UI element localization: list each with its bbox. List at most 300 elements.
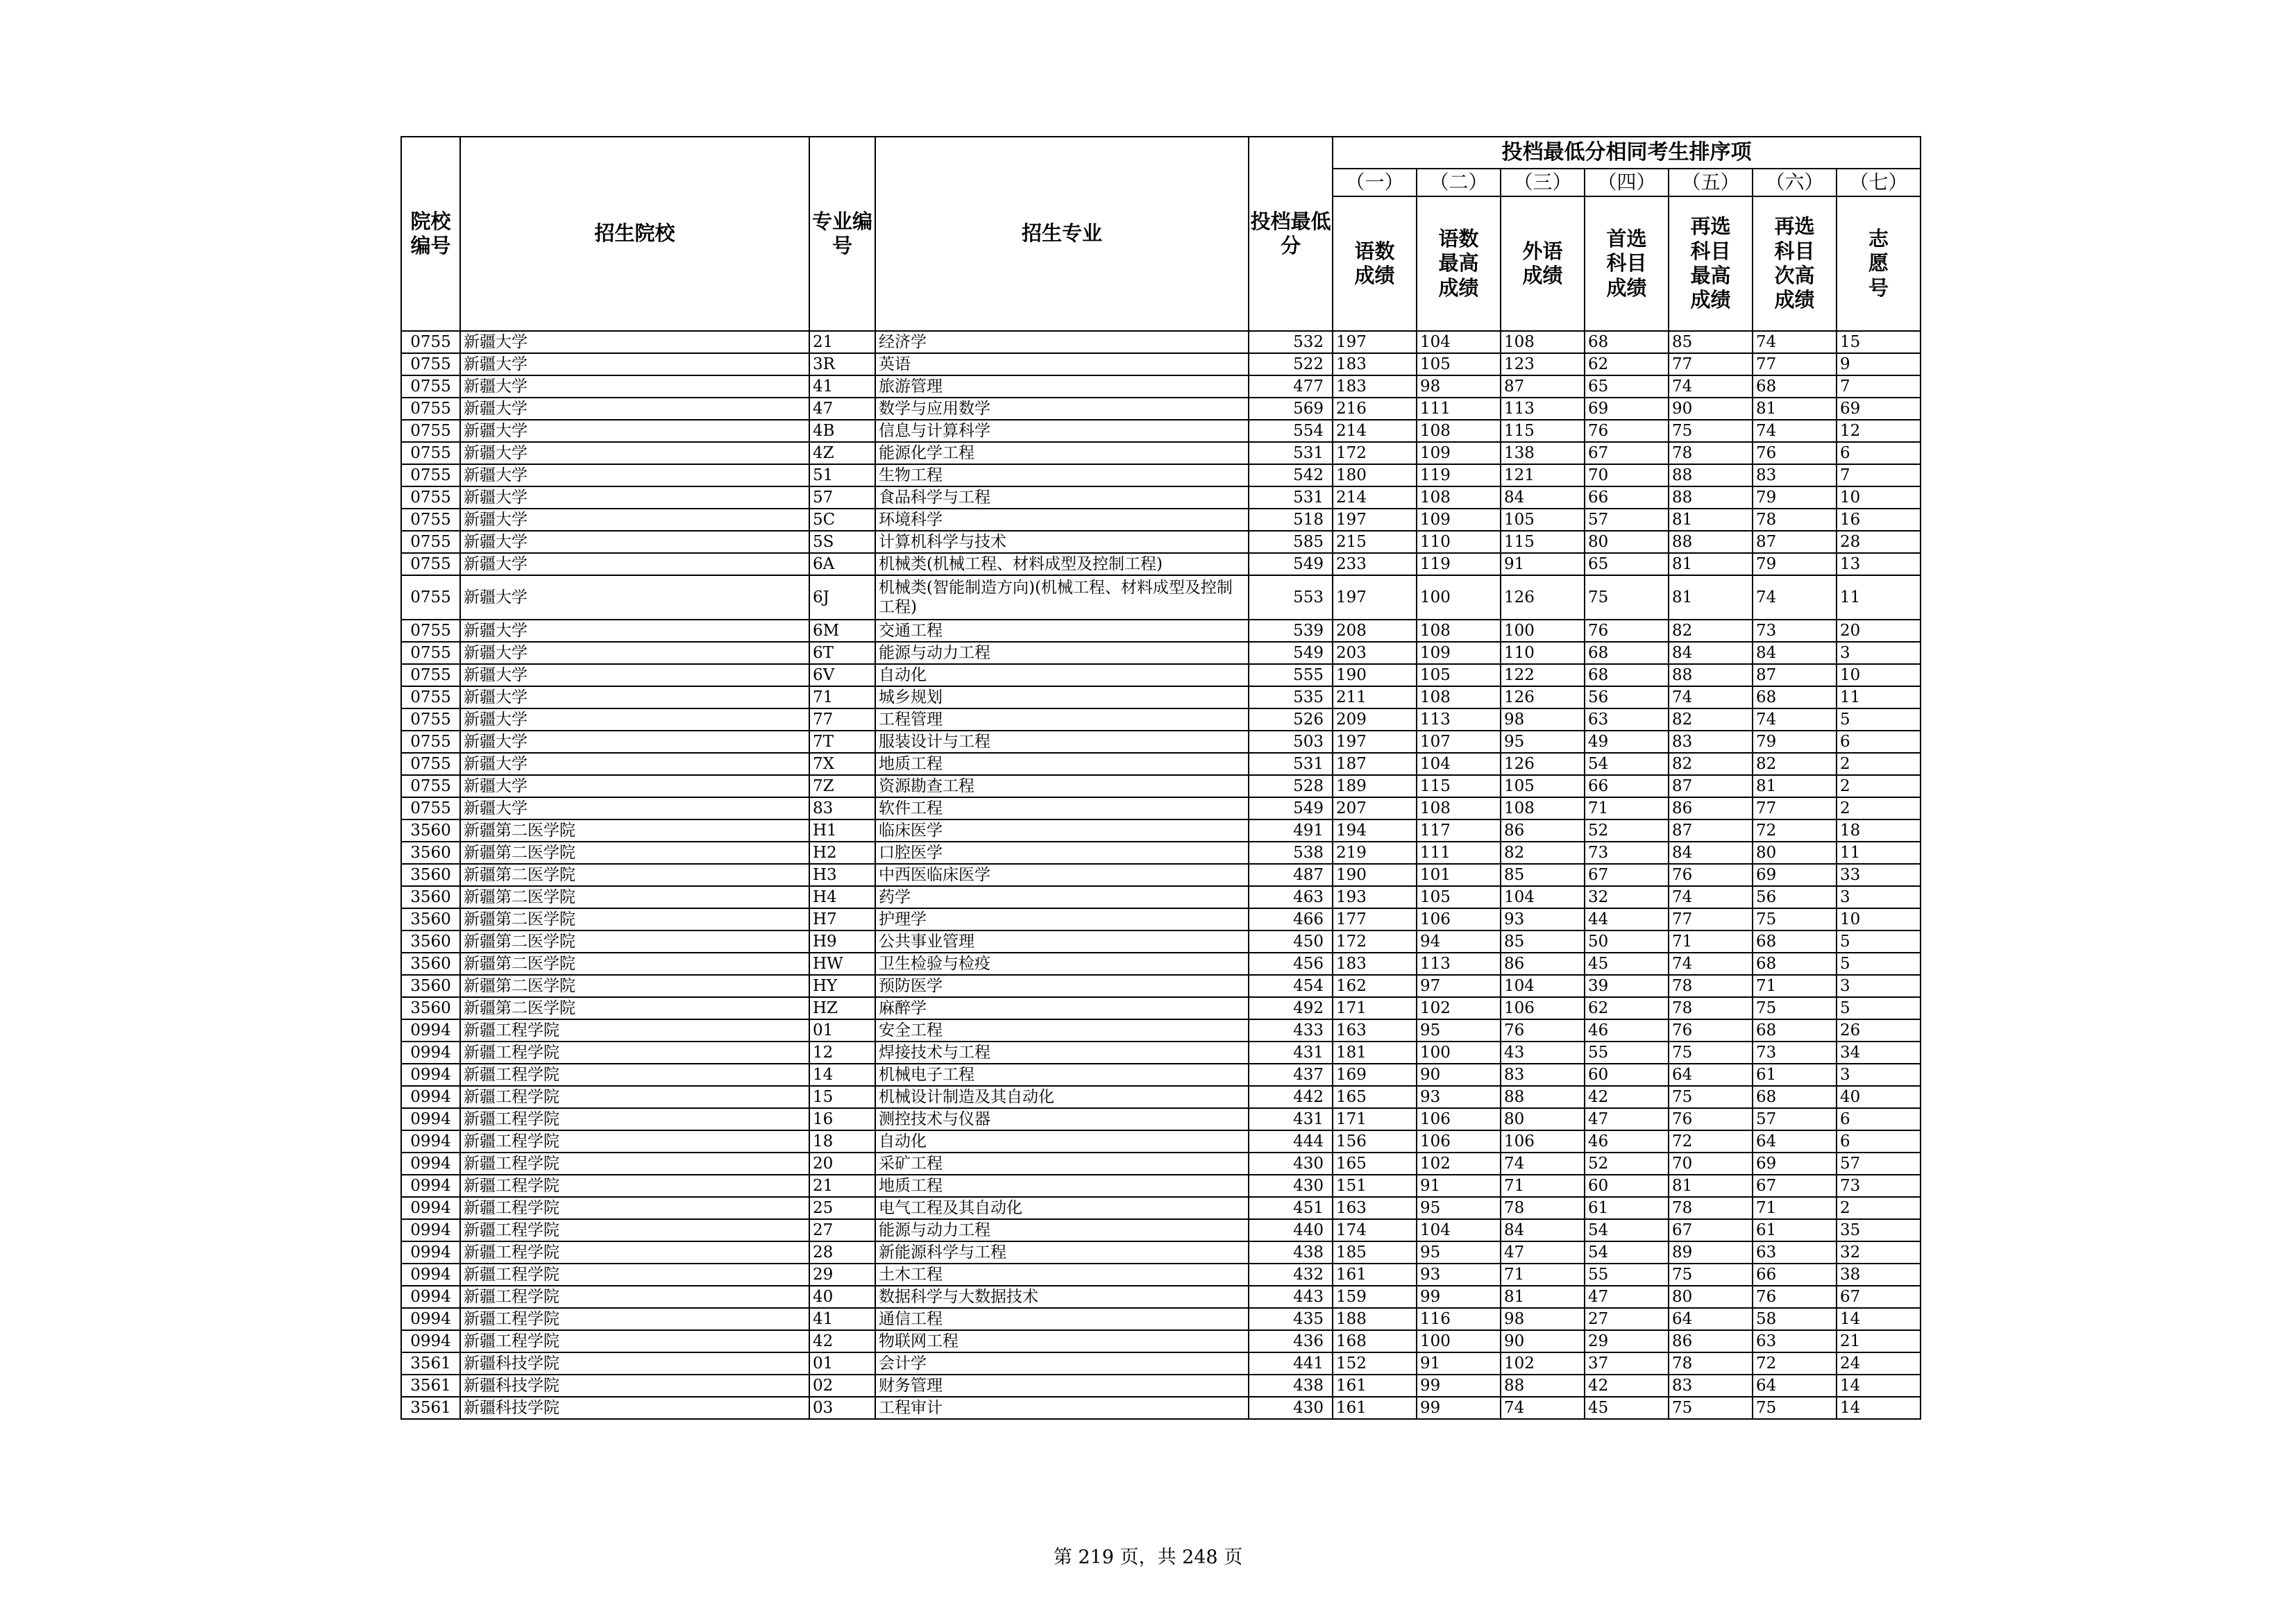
min-score-cell: 492: [1249, 997, 1333, 1019]
sort6-cell: 78: [1753, 509, 1837, 531]
sort2-cell: 109: [1417, 642, 1501, 664]
major-name-cell: 麻醉学: [875, 997, 1249, 1019]
school-code-cell: 0755: [401, 775, 460, 797]
sort2-cell: 95: [1417, 1019, 1501, 1042]
major-code-cell: HZ: [809, 997, 875, 1019]
sort7-cell: 3: [1837, 1064, 1921, 1086]
school-name-cell: 新疆工程学院: [460, 1086, 809, 1108]
sort4-cell: 32: [1585, 886, 1669, 908]
sort4-cell: 70: [1585, 464, 1669, 486]
min-score-cell: 443: [1249, 1286, 1333, 1308]
major-code-cell: H2: [809, 842, 875, 864]
school-name-cell: 新疆大学: [460, 353, 809, 375]
sort6-cell: 75: [1753, 997, 1837, 1019]
table-row: [401, 1330, 1921, 1352]
school-code-cell: 0994: [401, 1264, 460, 1286]
sort-item-header: 再选科目最高成绩: [1669, 196, 1753, 331]
major-code-cell: 16: [809, 1108, 875, 1130]
min-score-cell: 442: [1249, 1086, 1333, 1108]
table-row: [401, 1064, 1921, 1086]
sort2-cell: 104: [1417, 753, 1501, 775]
sort5-cell: 78: [1669, 442, 1753, 464]
sort6-cell: 81: [1753, 398, 1837, 420]
sort5-cell: 72: [1669, 1130, 1753, 1153]
sort3-cell: 106: [1501, 1130, 1585, 1153]
min-score-cell: 431: [1249, 1108, 1333, 1130]
school-code-cell: 0755: [401, 797, 460, 819]
major-name-cell: 安全工程: [875, 1019, 1249, 1042]
sort2-cell: 93: [1417, 1086, 1501, 1108]
major-code-cell: 51: [809, 464, 875, 486]
sort2-cell: 104: [1417, 331, 1501, 353]
school-code-cell: 0755: [401, 509, 460, 531]
major-name-cell: 数据科学与大数据技术: [875, 1286, 1249, 1308]
table-row: [401, 1241, 1921, 1264]
table-row: [401, 1042, 1921, 1064]
sort4-cell: 55: [1585, 1264, 1669, 1286]
major-code-cell: 27: [809, 1219, 875, 1241]
major-name-cell: 自动化: [875, 664, 1249, 686]
min-score-cell: 463: [1249, 886, 1333, 908]
sort1-cell: 209: [1333, 708, 1417, 731]
sort6-cell: 74: [1753, 420, 1837, 442]
sort6-cell: 61: [1753, 1219, 1837, 1241]
min-score-cell: 518: [1249, 509, 1333, 531]
major-name-cell: 测控技术与仪器: [875, 1108, 1249, 1130]
sort6-cell: 87: [1753, 664, 1837, 686]
sort3-cell: 108: [1501, 331, 1585, 353]
sort7-cell: 2: [1837, 753, 1921, 775]
sort2-cell: 91: [1417, 1175, 1501, 1197]
sort3-cell: 115: [1501, 531, 1585, 553]
sort6-cell: 79: [1753, 486, 1837, 509]
sort4-cell: 68: [1585, 664, 1669, 686]
sort5-cell: 70: [1669, 1153, 1753, 1175]
sort2-cell: 97: [1417, 975, 1501, 997]
sort2-cell: 93: [1417, 1264, 1501, 1286]
sort3-cell: 90: [1501, 1330, 1585, 1352]
sort6-cell: 64: [1753, 1130, 1837, 1153]
sort4-cell: 47: [1585, 1286, 1669, 1308]
sort5-cell: 80: [1669, 1286, 1753, 1308]
school-name-cell: 新疆大学: [460, 753, 809, 775]
sort4-cell: 37: [1585, 1352, 1669, 1375]
min-score-cell: 430: [1249, 1153, 1333, 1175]
school-name-cell: 新疆工程学院: [460, 1064, 809, 1086]
sort4-cell: 54: [1585, 1219, 1669, 1241]
sort6-cell: 63: [1753, 1241, 1837, 1264]
sort6-cell: 76: [1753, 442, 1837, 464]
school-name-cell: 新疆大学: [460, 331, 809, 353]
min-score-cell: 522: [1249, 353, 1333, 375]
sort5-cell: 78: [1669, 975, 1753, 997]
sort5-cell: 64: [1669, 1308, 1753, 1330]
sort4-cell: 52: [1585, 819, 1669, 842]
min-score-cell: 553: [1249, 575, 1333, 620]
sort3-cell: 105: [1501, 775, 1585, 797]
major-name-cell: 会计学: [875, 1352, 1249, 1375]
school-name-cell: 新疆大学: [460, 775, 809, 797]
sort3-cell: 93: [1501, 908, 1585, 931]
sort5-cell: 74: [1669, 953, 1753, 975]
sort6-cell: 69: [1753, 1153, 1837, 1175]
sort1-cell: 193: [1333, 886, 1417, 908]
school-code-cell: 0755: [401, 575, 460, 620]
sort7-cell: 6: [1837, 442, 1921, 464]
sort3-cell: 105: [1501, 509, 1585, 531]
sort3-cell: 100: [1501, 620, 1585, 642]
sort1-cell: 174: [1333, 1219, 1417, 1241]
table-row: [401, 509, 1921, 531]
sort-item-header: 再选科目次高成绩: [1753, 196, 1837, 331]
sort7-cell: 7: [1837, 375, 1921, 398]
sort6-cell: 64: [1753, 1375, 1837, 1397]
sort1-cell: 161: [1333, 1375, 1417, 1397]
sort3-cell: 104: [1501, 975, 1585, 997]
sort4-cell: 66: [1585, 775, 1669, 797]
sort7-cell: 11: [1837, 575, 1921, 620]
sort3-cell: 84: [1501, 486, 1585, 509]
sort5-cell: 64: [1669, 1064, 1753, 1086]
sort3-cell: 115: [1501, 420, 1585, 442]
sort2-cell: 90: [1417, 1064, 1501, 1086]
sort5-cell: 67: [1669, 1219, 1753, 1241]
major-name-cell: 能源化学工程: [875, 442, 1249, 464]
school-code-cell: 0994: [401, 1019, 460, 1042]
sort3-cell: 102: [1501, 1352, 1585, 1375]
sort6-cell: 73: [1753, 620, 1837, 642]
sort5-cell: 77: [1669, 353, 1753, 375]
school-name-cell: 新疆大学: [460, 731, 809, 753]
school-code-cell: 0755: [401, 442, 460, 464]
sort7-cell: 6: [1837, 731, 1921, 753]
school-name-cell: 新疆第二医学院: [460, 842, 809, 864]
major-name-cell: 临床医学: [875, 819, 1249, 842]
school-name-cell: 新疆第二医学院: [460, 931, 809, 953]
table-row: [401, 864, 1921, 886]
sort2-cell: 100: [1417, 1330, 1501, 1352]
table-row: [401, 353, 1921, 375]
sort2-cell: 115: [1417, 775, 1501, 797]
sort1-cell: 168: [1333, 1330, 1417, 1352]
school-name-cell: 新疆大学: [460, 620, 809, 642]
sort7-cell: 10: [1837, 908, 1921, 931]
sort6-cell: 73: [1753, 1042, 1837, 1064]
school-name-cell: 新疆第二医学院: [460, 953, 809, 975]
sort5-cell: 81: [1669, 553, 1753, 575]
sort4-cell: 55: [1585, 1042, 1669, 1064]
sort5-cell: 88: [1669, 664, 1753, 686]
table-row: [401, 531, 1921, 553]
sort7-cell: 3: [1837, 886, 1921, 908]
school-name-cell: 新疆大学: [460, 442, 809, 464]
sort6-cell: 76: [1753, 1286, 1837, 1308]
sort2-cell: 111: [1417, 842, 1501, 864]
sort7-cell: 5: [1837, 708, 1921, 731]
sort5-cell: 76: [1669, 864, 1753, 886]
sort7-cell: 12: [1837, 420, 1921, 442]
sort3-cell: 74: [1501, 1153, 1585, 1175]
sort1-cell: 165: [1333, 1153, 1417, 1175]
school-code-cell: 3560: [401, 931, 460, 953]
sort1-cell: 177: [1333, 908, 1417, 931]
school-code-cell: 0755: [401, 464, 460, 486]
school-name-cell: 新疆大学: [460, 797, 809, 819]
sort6-cell: 83: [1753, 464, 1837, 486]
school-name-cell: 新疆大学: [460, 398, 809, 420]
major-name-cell: 能源与动力工程: [875, 1219, 1249, 1241]
school-code-cell: 0755: [401, 353, 460, 375]
major-code-cell: H7: [809, 908, 875, 931]
sort3-cell: 108: [1501, 797, 1585, 819]
major-name-cell: 信息与计算科学: [875, 420, 1249, 442]
major-code-cell: 6V: [809, 664, 875, 686]
sort7-cell: 34: [1837, 1042, 1921, 1064]
school-code-cell: 0755: [401, 531, 460, 553]
sort5-cell: 90: [1669, 398, 1753, 420]
sort2-cell: 113: [1417, 708, 1501, 731]
sort1-cell: 172: [1333, 442, 1417, 464]
sort7-cell: 6: [1837, 1108, 1921, 1130]
min-score-cell: 456: [1249, 953, 1333, 975]
sort2-cell: 98: [1417, 375, 1501, 398]
sort6-cell: 72: [1753, 1352, 1837, 1375]
sort4-cell: 65: [1585, 375, 1669, 398]
min-score-cell: 438: [1249, 1241, 1333, 1264]
school-code-cell: 0755: [401, 553, 460, 575]
major-name-cell: 药学: [875, 886, 1249, 908]
sort4-cell: 61: [1585, 1197, 1669, 1219]
sort6-cell: 61: [1753, 1064, 1837, 1086]
major-code-cell: 41: [809, 1308, 875, 1330]
sort4-cell: 60: [1585, 1175, 1669, 1197]
school-name-cell: 新疆第二医学院: [460, 819, 809, 842]
major-code-cell: 02: [809, 1375, 875, 1397]
table-row: [401, 908, 1921, 931]
major-name-cell: 公共事业管理: [875, 931, 1249, 953]
sort4-cell: 46: [1585, 1130, 1669, 1153]
major-name-cell: 生物工程: [875, 464, 1249, 486]
sort2-cell: 108: [1417, 620, 1501, 642]
school-name-cell: 新疆工程学院: [460, 1241, 809, 1264]
min-score-cell: 554: [1249, 420, 1333, 442]
sort6-cell: 68: [1753, 375, 1837, 398]
school-name-cell: 新疆工程学院: [460, 1197, 809, 1219]
major-name-cell: 交通工程: [875, 620, 1249, 642]
sort5-cell: 75: [1669, 1397, 1753, 1419]
min-score-cell: 538: [1249, 842, 1333, 864]
major-code-cell: HY: [809, 975, 875, 997]
school-code-cell: 3560: [401, 819, 460, 842]
school-name-cell: 新疆大学: [460, 575, 809, 620]
sort4-cell: 66: [1585, 486, 1669, 509]
table-row: [401, 931, 1921, 953]
school-code-cell: 0994: [401, 1219, 460, 1241]
sort1-cell: 159: [1333, 1286, 1417, 1308]
sort6-cell: 57: [1753, 1108, 1837, 1130]
min-score-cell: 569: [1249, 398, 1333, 420]
sort7-cell: 15: [1837, 331, 1921, 353]
sort5-cell: 83: [1669, 1375, 1753, 1397]
sort2-cell: 110: [1417, 531, 1501, 553]
min-score-cell: 438: [1249, 1375, 1333, 1397]
sort2-cell: 108: [1417, 686, 1501, 708]
table-row: [401, 953, 1921, 975]
major-name-cell: 数学与应用数学: [875, 398, 1249, 420]
school-code-cell: 3561: [401, 1352, 460, 1375]
school-code-cell: 0994: [401, 1175, 460, 1197]
sort5-cell: 75: [1669, 1086, 1753, 1108]
school-name-cell: 新疆工程学院: [460, 1219, 809, 1241]
major-name-cell: 工程审计: [875, 1397, 1249, 1419]
sort6-cell: 68: [1753, 686, 1837, 708]
order-label: （六）: [1753, 169, 1837, 196]
sort4-cell: 57: [1585, 509, 1669, 531]
sort6-cell: 81: [1753, 775, 1837, 797]
sort5-cell: 85: [1669, 331, 1753, 353]
school-name-cell: 新疆工程学院: [460, 1153, 809, 1175]
sort7-cell: 14: [1837, 1308, 1921, 1330]
min-score-cell: 432: [1249, 1264, 1333, 1286]
sort7-cell: 32: [1837, 1241, 1921, 1264]
sort1-cell: 156: [1333, 1130, 1417, 1153]
table-row: [401, 1308, 1921, 1330]
sort3-cell: 98: [1501, 1308, 1585, 1330]
sort6-cell: 68: [1753, 1019, 1837, 1042]
major-code-cell: 40: [809, 1286, 875, 1308]
order-label: （二）: [1417, 169, 1501, 196]
table-row: [401, 575, 1921, 620]
min-score-cell: 477: [1249, 375, 1333, 398]
sort7-cell: 10: [1837, 486, 1921, 509]
sort2-cell: 119: [1417, 464, 1501, 486]
sort7-cell: 3: [1837, 975, 1921, 997]
table-row: [401, 664, 1921, 686]
sort1-cell: 185: [1333, 1241, 1417, 1264]
school-code-cell: 3560: [401, 975, 460, 997]
major-name-cell: 能源与动力工程: [875, 642, 1249, 664]
sort4-cell: 45: [1585, 1397, 1669, 1419]
table-row: [401, 1264, 1921, 1286]
min-score-cell: 549: [1249, 797, 1333, 819]
sort3-cell: 126: [1501, 753, 1585, 775]
sort5-cell: 88: [1669, 464, 1753, 486]
sort4-cell: 69: [1585, 398, 1669, 420]
sort6-cell: 63: [1753, 1330, 1837, 1352]
table-row: [401, 686, 1921, 708]
sort4-cell: 67: [1585, 442, 1669, 464]
sort5-cell: 81: [1669, 575, 1753, 620]
min-score-cell: 466: [1249, 908, 1333, 931]
sort3-cell: 95: [1501, 731, 1585, 753]
major-name-cell: 机械电子工程: [875, 1064, 1249, 1086]
school-code-cell: 3561: [401, 1375, 460, 1397]
school-code-cell: 3561: [401, 1397, 460, 1419]
sort1-cell: 190: [1333, 664, 1417, 686]
sort-item-header: 语数最高成绩: [1417, 196, 1501, 331]
sort4-cell: 54: [1585, 753, 1669, 775]
table-row: [401, 753, 1921, 775]
sort4-cell: 68: [1585, 642, 1669, 664]
min-score-cell: 436: [1249, 1330, 1333, 1352]
sort1-cell: 181: [1333, 1042, 1417, 1064]
major-name-cell: 机械类(智能制造方向)(机械工程、材料成型及控制工程): [875, 575, 1249, 620]
sort5-cell: 84: [1669, 642, 1753, 664]
school-code-cell: 0994: [401, 1064, 460, 1086]
sort1-cell: 219: [1333, 842, 1417, 864]
major-code-cell: 28: [809, 1241, 875, 1264]
major-code-cell: 5C: [809, 509, 875, 531]
sort4-cell: 39: [1585, 975, 1669, 997]
major-name-cell: 焊接技术与工程: [875, 1042, 1249, 1064]
sort6-cell: 82: [1753, 753, 1837, 775]
major-code-cell: 6A: [809, 553, 875, 575]
major-name-cell: 土木工程: [875, 1264, 1249, 1286]
school-name-cell: 新疆大学: [460, 642, 809, 664]
school-code-cell: 0755: [401, 620, 460, 642]
order-label: （一）: [1333, 169, 1417, 196]
major-code-cell: 6M: [809, 620, 875, 642]
sort1-cell: 171: [1333, 997, 1417, 1019]
sort7-cell: 21: [1837, 1330, 1921, 1352]
school-name-cell: 新疆大学: [460, 420, 809, 442]
sort7-cell: 57: [1837, 1153, 1921, 1175]
table-row: [401, 1130, 1921, 1153]
major-code-cell: 42: [809, 1330, 875, 1352]
sort1-cell: 183: [1333, 953, 1417, 975]
sort4-cell: 62: [1585, 997, 1669, 1019]
sort4-cell: 76: [1585, 420, 1669, 442]
min-score-cell: 526: [1249, 708, 1333, 731]
school-code-cell: 0755: [401, 664, 460, 686]
sort7-cell: 5: [1837, 931, 1921, 953]
sort6-cell: 71: [1753, 1197, 1837, 1219]
sort1-cell: 169: [1333, 1064, 1417, 1086]
sort3-cell: 78: [1501, 1197, 1585, 1219]
sort3-cell: 86: [1501, 953, 1585, 975]
major-name-cell: 预防医学: [875, 975, 1249, 997]
table-row: [401, 642, 1921, 664]
sort4-cell: 54: [1585, 1241, 1669, 1264]
min-score-cell: 440: [1249, 1219, 1333, 1241]
school-code-cell: 0755: [401, 398, 460, 420]
table-row: [401, 375, 1921, 398]
sort5-cell: 81: [1669, 1175, 1753, 1197]
major-code-cell: 6J: [809, 575, 875, 620]
major-name-cell: 采矿工程: [875, 1153, 1249, 1175]
sort1-cell: 163: [1333, 1197, 1417, 1219]
sort1-cell: 197: [1333, 731, 1417, 753]
min-score-cell: 542: [1249, 464, 1333, 486]
sort3-cell: 88: [1501, 1086, 1585, 1108]
min-score-cell: 555: [1249, 664, 1333, 686]
sort1-cell: 203: [1333, 642, 1417, 664]
table-row: [401, 420, 1921, 442]
min-score-cell: 491: [1249, 819, 1333, 842]
major-code-cell: 29: [809, 1264, 875, 1286]
sort2-cell: 100: [1417, 1042, 1501, 1064]
sort3-cell: 86: [1501, 819, 1585, 842]
min-score-cell: 454: [1249, 975, 1333, 997]
sort7-cell: 69: [1837, 398, 1921, 420]
sort4-cell: 76: [1585, 620, 1669, 642]
table-row: [401, 620, 1921, 642]
major-name-cell: 地质工程: [875, 753, 1249, 775]
major-name-cell: 通信工程: [875, 1308, 1249, 1330]
sort2-cell: 108: [1417, 420, 1501, 442]
sort5-cell: 82: [1669, 708, 1753, 731]
min-score-cell: 430: [1249, 1397, 1333, 1419]
